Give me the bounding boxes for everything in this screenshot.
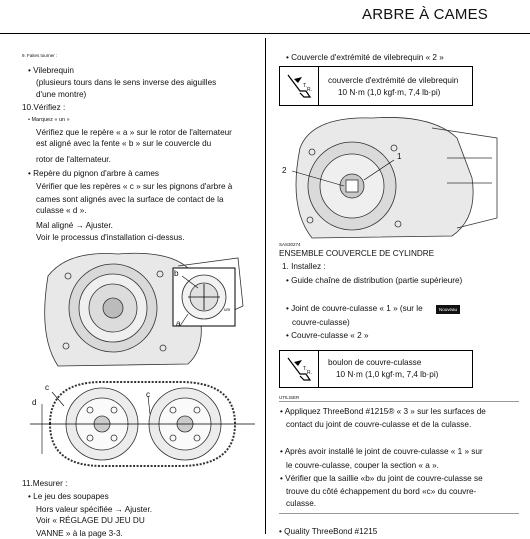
para-2b: cames sont alignés avec la surface de contact de la bbox=[36, 195, 224, 204]
torque-box-1 bbox=[279, 66, 473, 106]
svg-text:T.: T. bbox=[303, 366, 307, 372]
step-11: 11.Mesurer : bbox=[22, 479, 68, 488]
fig3-label-2: 2 bbox=[282, 166, 287, 175]
item-guide: • Guide chaîne de distribution (partie supérieure) bbox=[286, 276, 463, 285]
utiliser-label: UTILISER bbox=[279, 395, 300, 400]
para-2c: culasse « d ». bbox=[36, 206, 87, 215]
para-4c: VANNE » à la page 3-3. bbox=[36, 529, 123, 538]
page-title: ARBRE À CAMES bbox=[362, 6, 488, 23]
fig1-code: um bbox=[224, 307, 231, 312]
item-repere: • Repère du pignon d'arbre à cames bbox=[28, 169, 159, 178]
torque-box-2 bbox=[279, 350, 473, 388]
bottom-cut-item: • Quality ThreeBond #1215 bbox=[279, 527, 378, 536]
fig2-label-c-left: c bbox=[45, 383, 50, 392]
vilebrequin-note-2: d'une montre) bbox=[36, 90, 87, 99]
utiliser-2b: le couvre-culasse, couper la section « a ». bbox=[286, 461, 439, 470]
para-4b: Voir « RÉGLAGE DU JEU DU bbox=[36, 516, 145, 525]
utiliser-2a: • Après avoir installé le joint de couvre-culasse « 1 » sur bbox=[280, 447, 483, 456]
header-rule bbox=[0, 33, 530, 34]
section-title: ENSEMBLE COUVERCLE DE CYLINDRE bbox=[279, 249, 435, 258]
para-1b: est aligné avec la fente « b » sur le couvercle du bbox=[36, 139, 212, 148]
para-1a: Vérifiez que le repère « a » sur le rotor de l'alternateur bbox=[36, 128, 232, 137]
utiliser-1a: • Appliquez ThreeBond #1215® « 3 » sur les surfaces de bbox=[280, 407, 486, 416]
fig1-label-b: b bbox=[174, 269, 179, 278]
figure-crankshaft-end-cover bbox=[282, 108, 507, 243]
utiliser-rule-top bbox=[279, 401, 519, 402]
para-3b: Voir le processus d'installation ci-dessus. bbox=[36, 233, 185, 242]
torque-2-label: boulon de couvre-culasse bbox=[328, 358, 422, 367]
fig2-label-d: d bbox=[32, 398, 37, 407]
utiliser-3a: • Vérifier que la saillie «b» du joint de couvre-culasse se bbox=[280, 474, 483, 483]
item-joint: • Joint de couvre-culasse « 1 » (sur le bbox=[286, 304, 423, 313]
utiliser-3c: culasse. bbox=[286, 499, 317, 508]
figure-alternator-cover bbox=[38, 246, 250, 372]
item-couvre: • Couvre-culasse « 2 » bbox=[286, 331, 369, 340]
step-10: 10.Vérifiez : bbox=[22, 103, 66, 112]
utiliser-3b: trouve du côté échappement du bord «c» du couvre- bbox=[286, 487, 477, 496]
column-divider bbox=[265, 38, 266, 534]
step-9: 9. Faites tourner : bbox=[22, 53, 58, 58]
svg-text:R.: R. bbox=[307, 370, 312, 376]
item-marquez: • Marquez « un » bbox=[28, 117, 70, 123]
para-1c: rotor de l'alternateur. bbox=[36, 155, 111, 164]
svg-text:R.: R. bbox=[307, 87, 312, 93]
para-3a: Mal aligné → Ajuster. bbox=[36, 221, 113, 230]
fig3-label-1: 1 bbox=[397, 152, 402, 161]
item-couvercle: • Couvercle d'extrémité de vilebrequin « 2 » bbox=[286, 53, 444, 62]
torque-wrench-icon bbox=[280, 351, 319, 387]
item-jeu: • Le jeu des soupapes bbox=[28, 492, 109, 501]
svg-text:T.: T. bbox=[303, 83, 307, 89]
step-1: 1. Installez : bbox=[282, 262, 326, 271]
torque-2-value: 10 N·m (1,0 kgf·m, 7,4 lb·pi) bbox=[336, 370, 439, 379]
fig2-label-c-right: c bbox=[146, 390, 151, 399]
item-vilebrequin: • Vilebrequin bbox=[28, 66, 74, 75]
utiliser-rule-bottom bbox=[279, 513, 519, 514]
para-2a: Vérifier que les repères « c » sur les pignons d'arbre à bbox=[36, 182, 233, 191]
ref-code: SAS30274 bbox=[279, 242, 301, 247]
vilebrequin-note-1: (plusieurs tours dans le sens inverse des aiguilles bbox=[36, 78, 217, 87]
figure-camshaft-sprockets bbox=[30, 374, 255, 474]
torque-1-label: couvercle d'extrémité de vilebrequin bbox=[328, 76, 459, 85]
torque-1-value: 10 N·m (1,0 kgf·m, 7,4 lb·pi) bbox=[338, 88, 441, 97]
item-joint-b: couvre-culasse) bbox=[292, 318, 350, 327]
utiliser-1b: contact du joint de couvre-culasse et de la culasse. bbox=[286, 420, 472, 429]
fig1-label-a: a bbox=[176, 319, 181, 328]
new-badge: Nouveau bbox=[436, 305, 460, 314]
torque-wrench-icon bbox=[280, 67, 319, 105]
para-4a: Hors valeur spécifiée → Ajuster. bbox=[36, 505, 153, 514]
